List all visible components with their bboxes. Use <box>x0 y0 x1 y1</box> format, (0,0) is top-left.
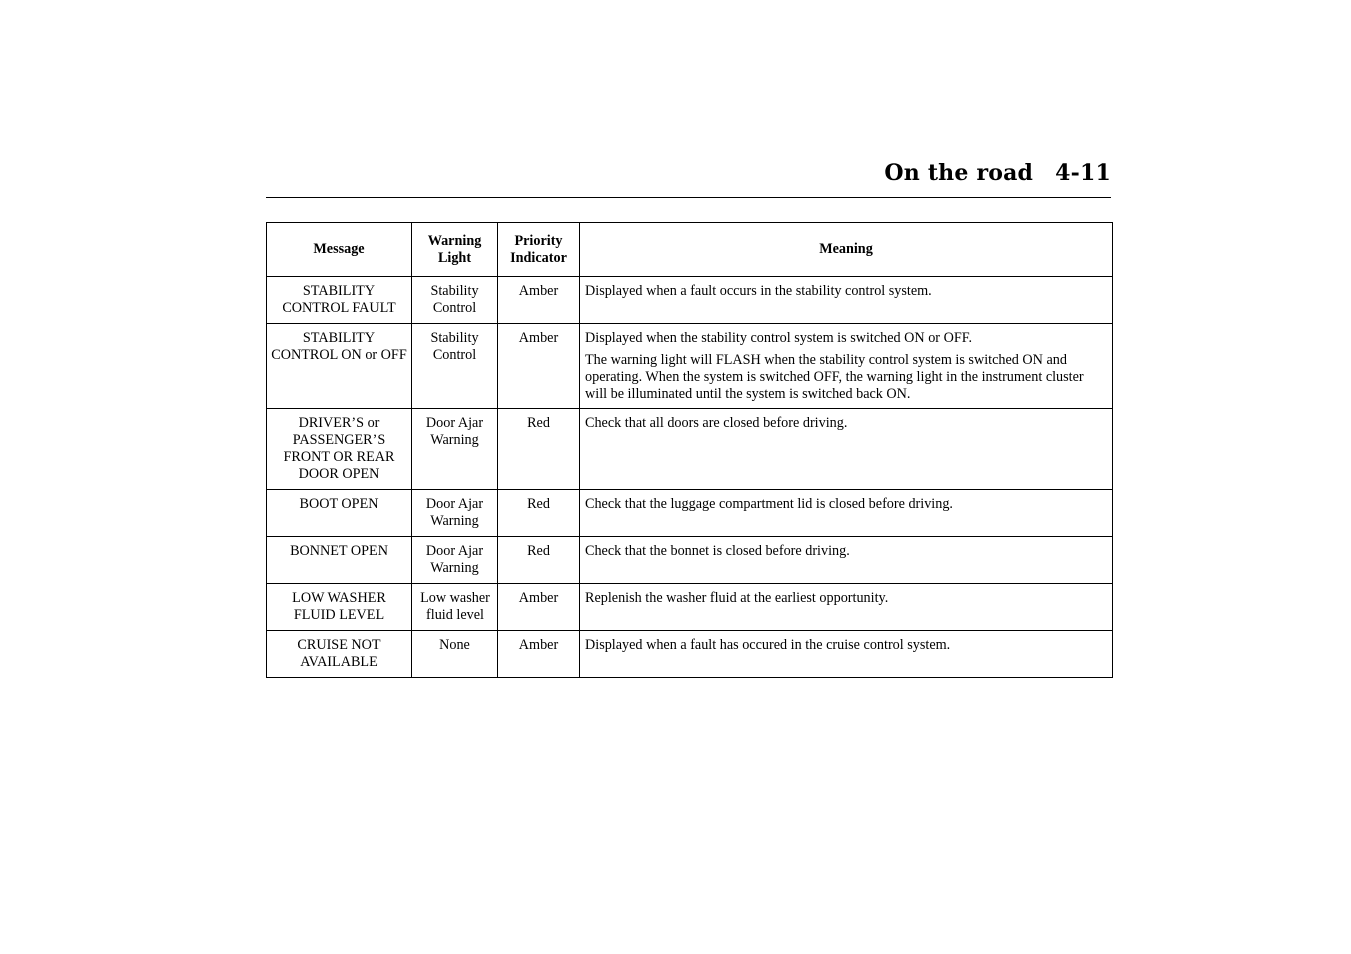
page-number: 4-11 <box>1055 160 1111 186</box>
priority-cell: Amber <box>498 324 580 409</box>
message-cell: BOOT OPEN <box>267 490 412 537</box>
message-cell: STABILITY CONTROL ON or OFF <box>267 324 412 409</box>
priority-cell: Red <box>498 409 580 490</box>
section-title: On the road <box>884 160 1034 186</box>
column-header-warning-light: Warning Light <box>412 223 498 277</box>
table-row <box>267 277 1113 324</box>
warning-light-cell: None <box>412 631 498 678</box>
meaning-cell: Displayed when a fault occurs in the stability control system. <box>580 277 1113 324</box>
warning-messages-table <box>266 222 1113 678</box>
message-cell: STABILITY CONTROL FAULT <box>267 277 412 324</box>
column-header-meaning: Meaning <box>580 223 1113 277</box>
priority-cell: Amber <box>498 584 580 631</box>
meaning-cell: Displayed when the stability control system is switched ON or OFF. The warning light will FLASH when the stability control system is switched ON and operating. When the system is switched OFF, the warning light in the instrument cluster will be illuminated until the system is switched back ON. <box>580 324 1113 409</box>
meaning-cell: Check that the luggage compartment lid is closed before driving. <box>580 490 1113 537</box>
priority-cell: Red <box>498 490 580 537</box>
warning-light-cell: Stability Control <box>412 324 498 409</box>
warning-light-cell: Low washer fluid level <box>412 584 498 631</box>
page-header <box>266 156 1111 198</box>
table-row <box>267 537 1113 584</box>
warning-light-cell: Stability Control <box>412 277 498 324</box>
meaning-cell: Displayed when a fault has occured in the cruise control system. <box>580 631 1113 678</box>
table-row <box>267 490 1113 537</box>
message-cell: BONNET OPEN <box>267 537 412 584</box>
meaning-cell: Replenish the washer fluid at the earliest opportunity. <box>580 584 1113 631</box>
priority-cell: Red <box>498 537 580 584</box>
running-head <box>884 160 1111 186</box>
warning-light-cell: Door Ajar Warning <box>412 537 498 584</box>
table-row <box>267 409 1113 490</box>
warning-light-cell: Door Ajar Warning <box>412 409 498 490</box>
warning-light-cell: Door Ajar Warning <box>412 490 498 537</box>
priority-cell: Amber <box>498 277 580 324</box>
message-cell: LOW WASHER FLUID LEVEL <box>267 584 412 631</box>
message-cell: CRUISE NOT AVAILABLE <box>267 631 412 678</box>
table-row <box>267 631 1113 678</box>
table-row <box>267 584 1113 631</box>
message-cell: DRIVER’S or PASSENGER’S FRONT OR REAR DOOR OPEN <box>267 409 412 490</box>
priority-cell: Amber <box>498 631 580 678</box>
table-header-row <box>267 223 1113 277</box>
table-row <box>267 324 1113 409</box>
column-header-message: Message <box>267 223 412 277</box>
column-header-priority-indicator: Priority Indicator <box>498 223 580 277</box>
meaning-cell: Check that the bonnet is closed before driving. <box>580 537 1113 584</box>
meaning-cell: Check that all doors are closed before driving. <box>580 409 1113 490</box>
